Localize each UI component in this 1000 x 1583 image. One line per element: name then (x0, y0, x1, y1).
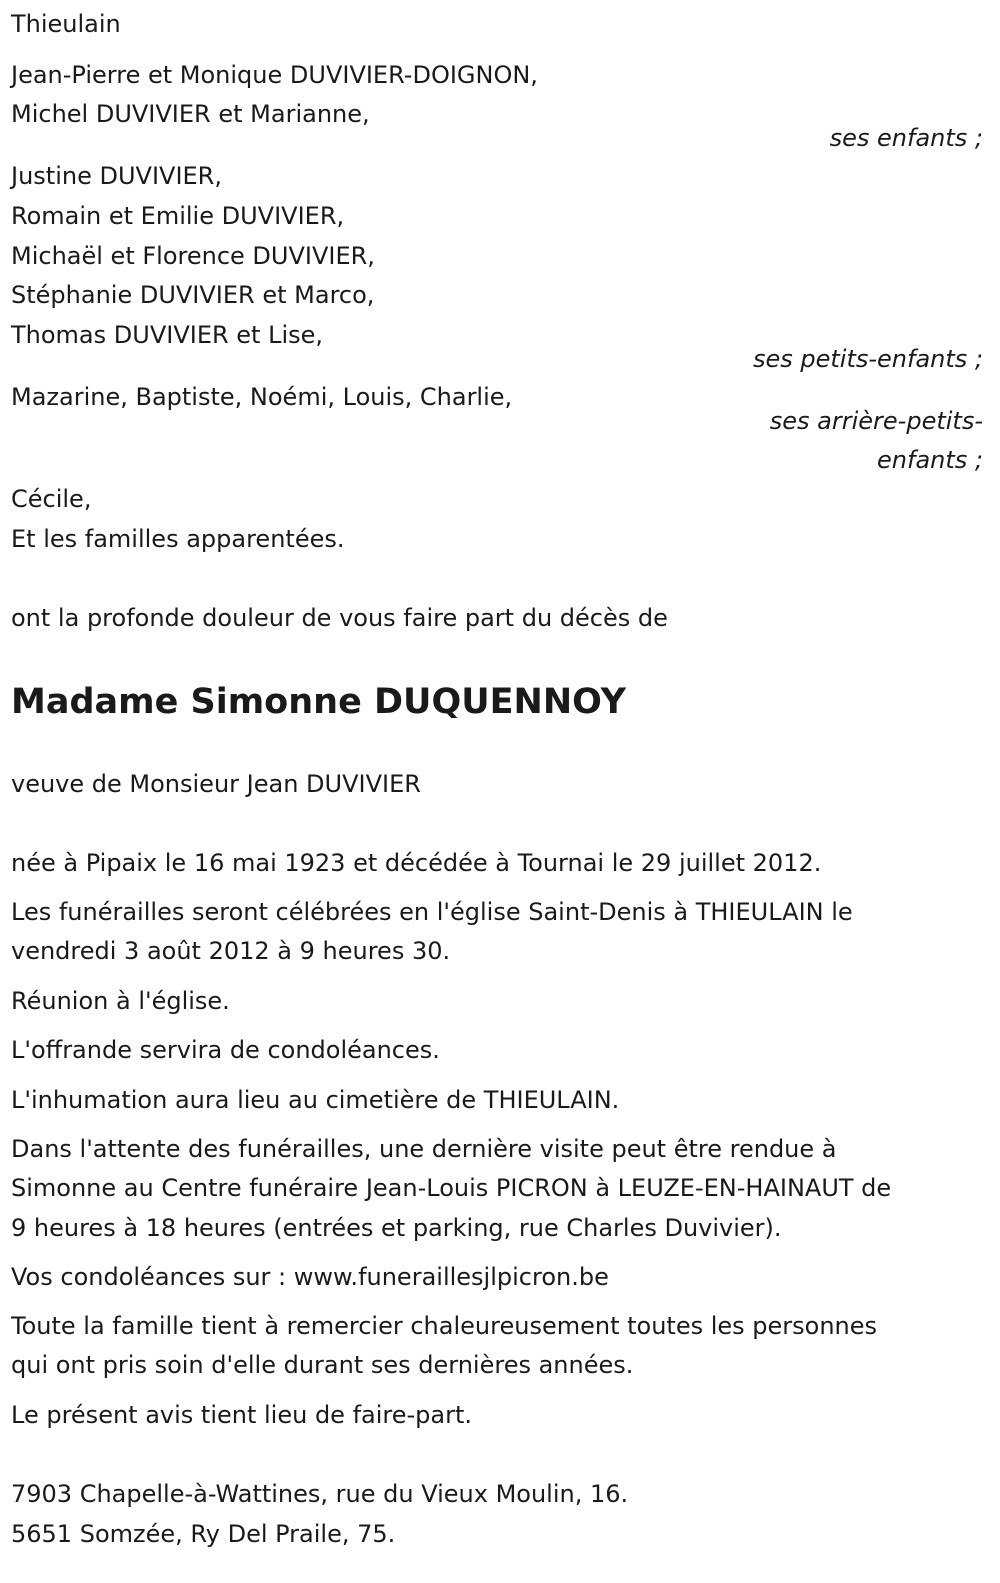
visit-line: Simonne au Centre funéraire Jean-Louis PICRON à LEUZE-EN-HAINAUT de (11, 1174, 892, 1202)
deceased-name: Madame Simonne DUQUENNOY (11, 682, 626, 722)
role-children: ses enfants ; (829, 124, 983, 152)
visit-line: 9 heures à 18 heures (entrées et parking, rue Charles Duvivier). (11, 1214, 782, 1242)
grandchild-name: Thomas DUVIVIER et Lise, (11, 321, 324, 349)
thanks-line: qui ont pris soin d'elle durant ses dernières années. (11, 1351, 634, 1379)
grandchild-name: Michaël et Florence DUVIVIER, (11, 242, 375, 270)
great-grandchild-names: Mazarine, Baptiste, Noémi, Louis, Charlie, (11, 383, 513, 411)
offering-text: L'offrande servira de condoléances. (11, 1036, 440, 1064)
funeral-line: Les funérailles seront célébrées en l'église Saint-Denis à THIEULAIN le (11, 898, 853, 926)
other-relative: Cécile, (11, 485, 92, 513)
birth-death-text: née à Pipaix le 16 mai 1923 et décédée à Tournai le 29 juillet 2012. (11, 849, 822, 877)
other-relative: Et les familles apparentées. (11, 525, 345, 553)
thanks-line: Toute la famille tient à remercier chaleureusement toutes les personnes (11, 1312, 878, 1340)
role-great-grandchildren-line1: ses arrière-petits- (769, 407, 983, 435)
widow-of-text: veuve de Monsieur Jean DUVIVIER (11, 770, 421, 798)
grandchild-name: Stéphanie DUVIVIER et Marco, (11, 281, 375, 309)
burial-text: L'inhumation aura lieu au cimetière de THIEULAIN. (11, 1086, 620, 1114)
address-line: 5651 Somzée, Ry Del Praile, 75. (11, 1520, 396, 1548)
funeral-line: vendredi 3 août 2012 à 9 heures 30. (11, 937, 451, 965)
grandchild-name: Justine DUVIVIER, (11, 162, 222, 190)
children-block (11, 55, 983, 152)
visit-line: Dans l'attente des funérailles, une dernière visite peut être rendue à (11, 1135, 837, 1163)
child-name: Michel DUVIVIER et Marianne, (11, 100, 370, 128)
meeting-text: Réunion à l'église. (11, 987, 230, 1015)
announcement-text: ont la profonde douleur de vous faire part du décès de (11, 604, 668, 632)
location-text: Thieulain (11, 10, 121, 38)
condolences-text: Vos condoléances sur : www.funeraillesjlpicron.be (11, 1263, 609, 1291)
role-grandchildren: ses petits-enfants ; (752, 345, 983, 373)
address-line: 7903 Chapelle-à-Wattines, rue du Vieux Moulin, 16. (11, 1480, 629, 1508)
grandchild-name: Romain et Emilie DUVIVIER, (11, 202, 345, 230)
role-great-grandchildren-line2: enfants ; (877, 446, 983, 474)
child-name: Jean-Pierre et Monique DUVIVIER-DOIGNON, (11, 61, 538, 89)
location-heading (11, 4, 121, 44)
notice-text: Le présent avis tient lieu de faire-part. (11, 1401, 473, 1429)
